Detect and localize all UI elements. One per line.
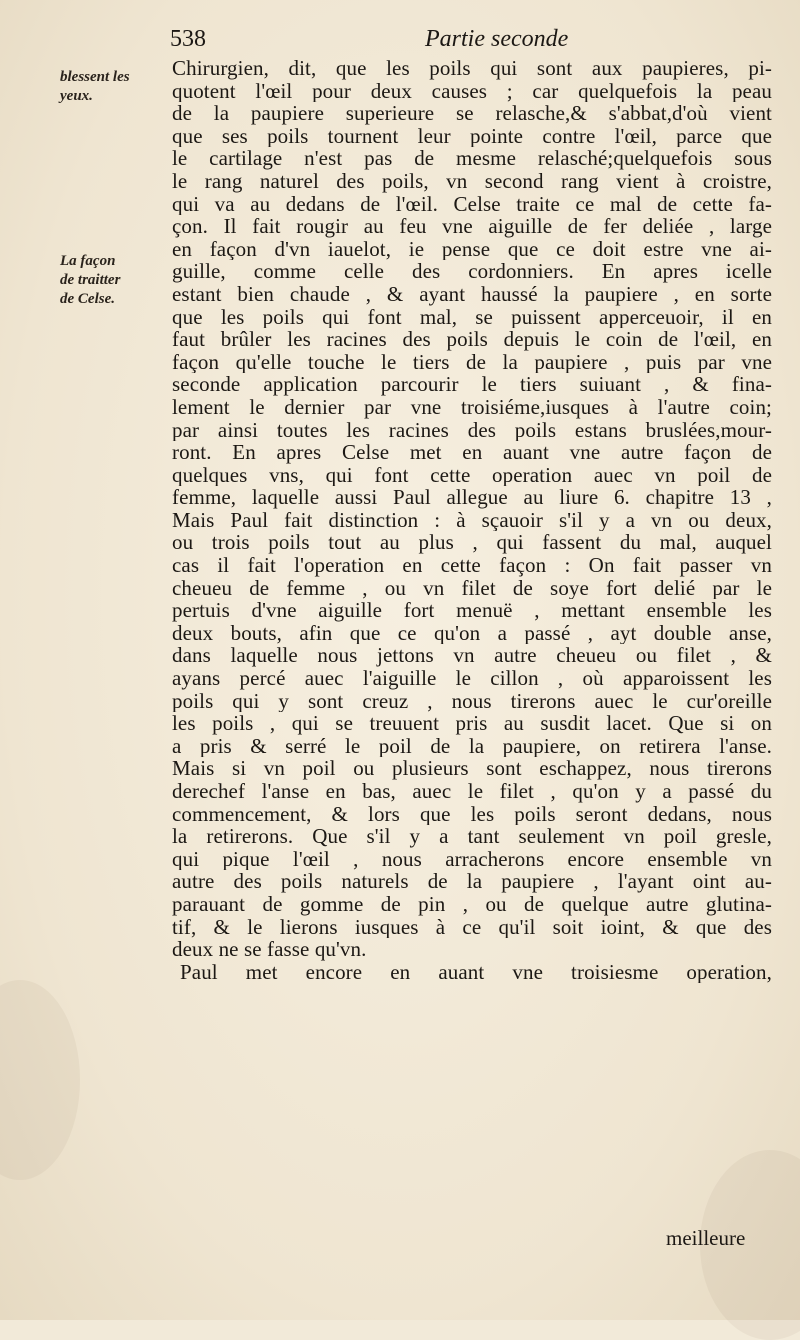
margin-note-line: de Celse. [60, 291, 115, 307]
page-number: 538 [170, 26, 206, 52]
text-line: a pris & serré le poil de la paupiere, on retirera l'anse. [172, 734, 772, 758]
text-line: seconde application parcourir le tiers suiuant , & fina- [172, 373, 772, 396]
text-line: lement le dernier par vne troisiéme,iusques à l'autre coin; [172, 395, 772, 419]
text-line: qui va au dedans de l'œil. Celse traite ce mal de cette fa- [172, 192, 772, 216]
text-line: faut brûler les racines des poils depuis le coin de l'œil, en [172, 328, 772, 351]
text-line: Paul met encore en auant vne troisiesme operation, [180, 960, 772, 984]
text-line: que les poils qui font mal, se puissent apperceuoir, il en [172, 305, 772, 329]
text-line: que ses poils tournent leur pointe contre l'œil, parce que [172, 124, 772, 148]
text-line: guille, comme celle des cordonniers. En apres icelle [172, 260, 772, 283]
text-line: Chirurgien, dit, que les poils qui sont aux paupieres, pi- [172, 57, 772, 80]
text-line: en façon d'vn iauelot, ie pense que ce doit estre vne ai- [172, 237, 772, 261]
text-line: poils qui y sont creuz , nous tirerons auec le cur'oreille [172, 689, 772, 713]
text-line: estant bien chaude , & ayant haussé la paupiere , en sorte [172, 282, 772, 306]
text-line: qui pique l'œil , nous arracherons encore ensemble vn [172, 847, 772, 871]
text-line: par ainsi toutes les racines des poils estans bruslées,mour- [172, 418, 772, 442]
text-line: le rang naturel des poils, vn second rang vient à croistre, [172, 169, 772, 193]
text-line: commencement, & lors que les poils seront dedans, nous [172, 802, 772, 826]
text-line: façon qu'elle touche le tiers de la paupiere , puis par vne [172, 350, 772, 374]
text-line: ayans percé auec l'aiguille le cillon , où apparoissent les [172, 667, 772, 690]
margin-note [60, 68, 130, 106]
margin-note [60, 252, 120, 309]
text-line: çon. Il fait rougir au feu vne aiguille de fer deliée , large [172, 215, 772, 238]
text-line: cheueu de femme , ou vn filet de soye fort delié par le [172, 576, 772, 600]
main-text-block [172, 57, 772, 983]
text-line: femme, laquelle aussi Paul allegue au liure 6. chapitre 13 , [172, 486, 772, 509]
text-line: derechef l'anse en bas, auec le filet , qu'on y a passé du [172, 780, 772, 803]
text-line: la retirerons. Que s'il y a tant seulement vn poil gresle, [172, 825, 772, 848]
margin-note-line: de traitter [60, 272, 121, 288]
text-line: deux bouts, afin que ce qu'on a passé , ayt double anse, [172, 621, 772, 645]
text-line: dans laquelle nous jettons vn autre cheueu ou filet , & [172, 644, 772, 668]
paper-stain [0, 980, 80, 1180]
text-line: les poils , qui se treuuent pris au susdit lacet. Que si on [172, 712, 772, 735]
margin-note-line: blessent les [60, 69, 130, 85]
text-line: le cartilage n'est pas de mesme relasché;quelquefois sous [172, 147, 772, 170]
catchword: meilleure [666, 1226, 746, 1250]
text-line: tif, & le lierons iusques à ce qu'il soit ioint, & que des [172, 915, 772, 939]
text-line: quelques vns, qui font cette operation auec vn poil de [172, 463, 772, 487]
text-line: ou trois poils tout au plus , qui fassent du mal, auquel [172, 531, 772, 555]
page-header [170, 26, 590, 58]
text-line: Mais si vn poil ou plusieurs sont eschappez, nous tirerons [172, 757, 772, 780]
text-line: parauant de gomme de pin , ou de quelque autre glutina- [172, 892, 772, 916]
running-title: Partie seconde [425, 26, 569, 52]
margin-note-line: La façon [60, 253, 116, 269]
margin-note-line: yeux. [60, 88, 93, 104]
text-line: cas il fait l'operation en cette façon : On fait passer vn [172, 554, 772, 577]
text-line: pertuis d'vne aiguille fort menuë , mettant ensemble les [172, 599, 772, 622]
text-line: Mais Paul fait distinction : à sçauoir s'il y a vn ou deux, [172, 508, 772, 532]
text-line: de la paupiere superieure se relasche,& s'abbat,d'où vient [172, 102, 772, 125]
text-line: deux ne se fasse qu'vn. [172, 938, 367, 961]
text-line: autre des poils naturels de la paupiere , l'ayant oint au- [172, 870, 772, 893]
text-line: quotent l'œil pour deux causes ; car quelquefois la peau [172, 79, 772, 103]
text-line: ront. En apres Celse met en auant vne autre façon de [172, 441, 772, 464]
